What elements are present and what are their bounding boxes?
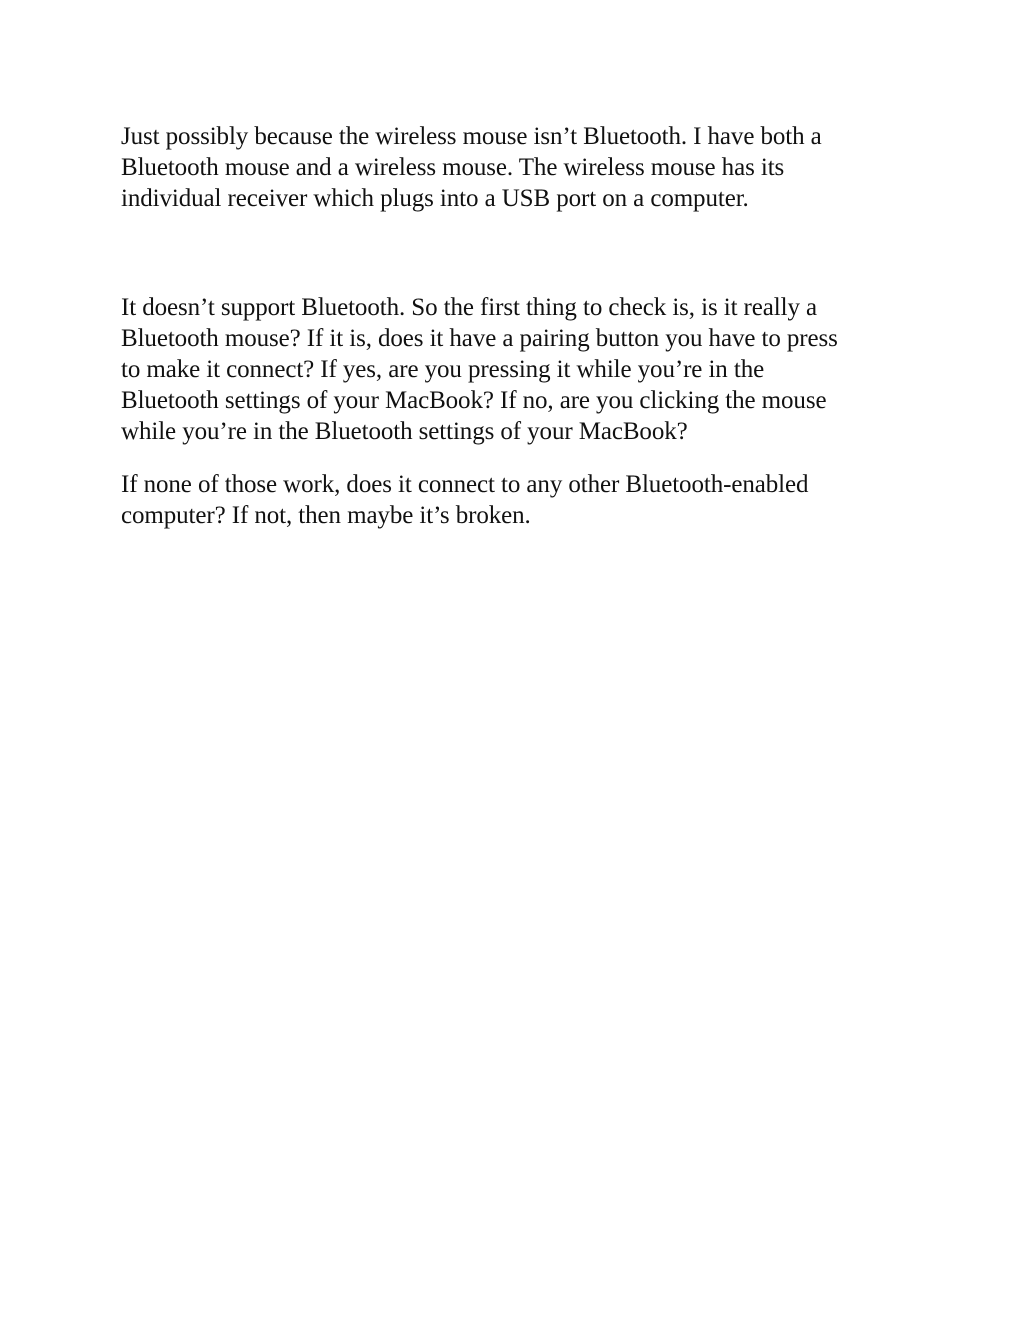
paragraph-line: individual receiver which plugs into a USB port on a computer. [121,185,749,212]
paragraph-line: Bluetooth mouse? If it is, does it have a pairing button you have to press [121,325,838,352]
paragraph-line: Just possibly because the wireless mouse isn’t Bluetooth. I have both a [121,123,822,150]
paragraph-2 [121,292,911,447]
paragraph-line: If none of those work, does it connect to any other Bluetooth-enabled [121,471,809,498]
paragraph-1 [121,121,911,214]
paragraph-line: It doesn’t support Bluetooth. So the first thing to check is, is it really a [121,294,818,321]
paragraph-line: while you’re in the Bluetooth settings of your MacBook? [121,418,688,445]
paragraph-line: computer? If not, then maybe it’s broken. [121,502,531,529]
paragraph-line: to make it connect? If yes, are you pressing it while you’re in the [121,356,765,383]
paragraph-line: Bluetooth mouse and a wireless mouse. The wireless mouse has its [121,154,785,181]
paragraph-line: Bluetooth settings of your MacBook? If no, are you clicking the mouse [121,387,827,414]
paragraph-3 [121,469,911,531]
